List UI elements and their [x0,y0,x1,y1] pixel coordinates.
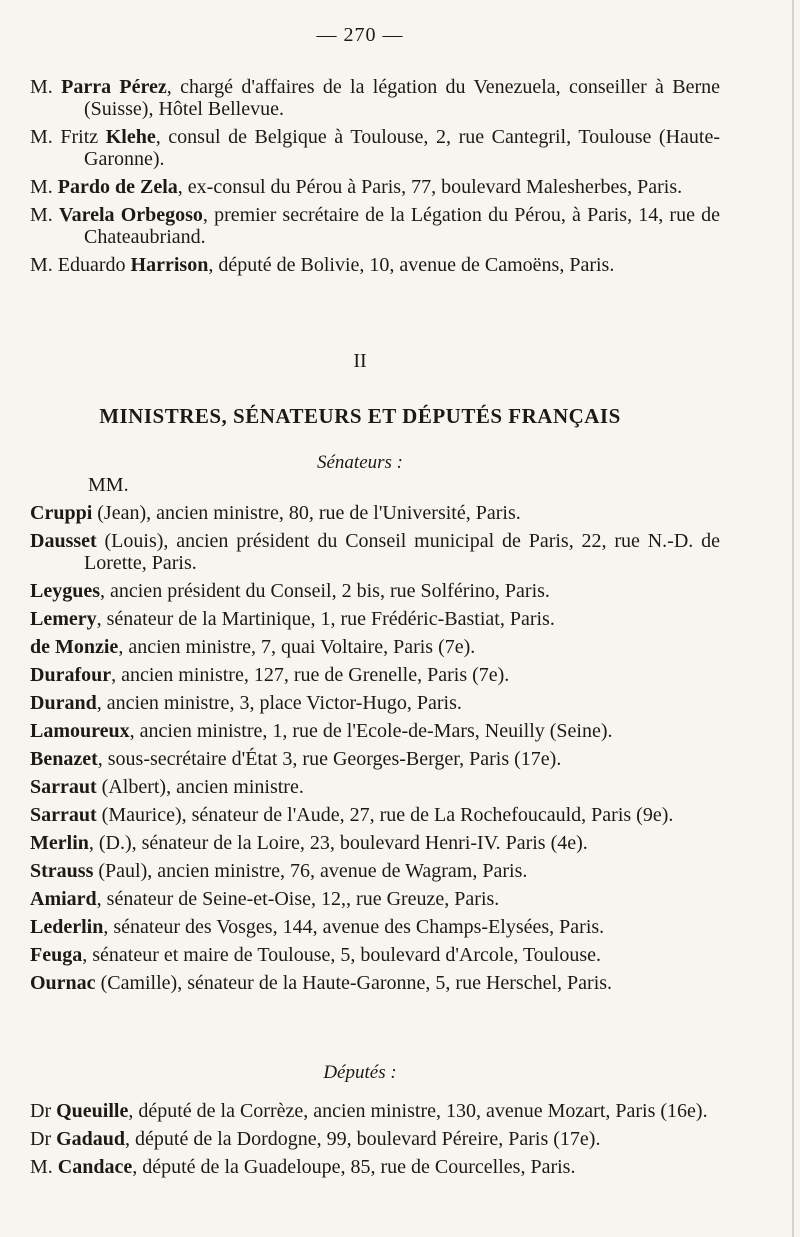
list-item [30,888,720,910]
entry-text: , ancien président du Conseil, 2 bis, rue Solférino, Paris. [100,580,550,602]
list-item [30,1156,720,1178]
list-item [30,204,720,248]
entry-name: Parra Pérez [61,76,167,98]
list-item [30,720,720,742]
list-item [30,1100,720,1122]
entry-text: , ancien ministre, 3, place Victor-Hugo, Paris. [96,692,462,714]
entry-text: , sénateur de la Martinique, 1, rue Frédéric-Bastiat, Paris. [96,608,555,630]
entry-name: Ournac [30,972,96,994]
entry-text: , consul de Belgique à Toulouse, 2, rue Cantegril, Toulouse (Haute-Garonne). [84,126,720,170]
list-item [30,804,720,826]
entry-name: Leygues [30,580,100,602]
entry-name: Sarraut [30,804,97,826]
list-item [30,1128,720,1150]
list-item [30,692,720,714]
list-item [30,608,720,630]
entry-text: , sénateur des Vosges, 144, avenue des Champs-Elysées, Paris. [103,916,605,938]
list-item [30,664,720,686]
entry-text: , ex-consul du Pérou à Paris, 77, boulevard Malesherbes, Paris. [177,176,683,198]
entry-prefix: M. Fritz [30,126,99,148]
entry-name: Candace [57,1156,133,1178]
entry-text: (Paul), ancien ministre, 76, avenue de Wagram, Paris. [93,860,528,882]
entry-prefix: M. Eduardo [30,254,126,276]
section-title: MINISTRES, SÉNATEURS ET DÉPUTÉS FRANÇAIS [99,404,621,428]
entry-name: Harrison [130,254,209,276]
entry-name: de Monzie [30,636,119,658]
entry-text: (Jean), ancien ministre, 80, rue de l'Université, Paris. [92,502,521,524]
entry-prefix: M. [30,204,53,226]
entry-prefix: Dr [30,1128,52,1150]
entry-name: Pardo de Zela [57,176,178,198]
entry-text: , ancien ministre, 1, rue de l'Ecole-de-Mars, Neuilly (Seine). [129,720,613,742]
entry-name: Queuille [56,1100,129,1122]
entry-text: , député de la Corrèze, ancien ministre, 130, avenue Mozart, Paris (16e). [128,1100,708,1122]
entry-name: Amiard [30,888,97,910]
entry-name: Lemery [30,608,97,630]
diplomats-list [30,76,720,282]
list-item [30,832,720,854]
entry-text: , sénateur et maire de Toulouse, 5, boulevard d'Arcole, Toulouse. [82,944,602,966]
entry-name: Benazet [30,748,98,770]
page-edge-shadow [792,0,794,1237]
entry-prefix: Dr [30,1100,52,1122]
list-item [30,636,720,658]
list-item [30,748,720,770]
list-item [30,254,720,276]
deputes-heading: Députés : [323,1062,397,1083]
list-item [30,530,720,574]
entry-text: , député de Bolivie, 10, avenue de Camoëns, Paris. [208,254,615,276]
senateurs-heading: Sénateurs : [316,452,403,473]
entry-name: Lederlin [30,916,104,938]
entry-text: (Louis), ancien président du Conseil municipal de Paris, 22, rue N.-D. de Lorette, Paris. [84,530,720,574]
entry-prefix: M. [30,76,53,98]
entry-text: , député de la Dordogne, 99, boulevard Péreire, Paris (17e). [125,1128,601,1150]
entry-text: (Camille), sénateur de la Haute-Garonne, 5, rue Herschel, Paris. [95,972,613,994]
entry-text: , (D.), sénateur de la Loire, 23, boulevard Henri-IV. Paris (4e). [88,832,588,854]
entry-name: Sarraut [30,776,97,798]
list-item [30,76,720,120]
mm-label: MM. [88,474,129,496]
entry-prefix: M. [30,176,53,198]
deputes-list [30,1100,720,1184]
entry-prefix: M. [30,1156,53,1178]
entry-text: , député de la Guadeloupe, 85, rue de Courcelles, Paris. [132,1156,576,1178]
entry-text: , premier secrétaire de la Légation du Pérou, à Paris, 14, rue de Chateaubriand. [84,204,720,248]
list-item [30,860,720,882]
list-item [30,580,720,602]
entry-name: Klehe [105,126,156,148]
page-number: — 270 — [316,24,404,46]
entry-text: , ancien ministre, 7, quai Voltaire, Paris (7e). [118,636,476,658]
section-number: II [353,350,367,372]
entry-name: Durafour [30,664,112,686]
entry-text: , sénateur de Seine-et-Oise, 12,, rue Greuze, Paris. [96,888,500,910]
entry-text: , chargé d'affaires de la légation du Venezuela, conseiller à Berne (Suisse), Hôtel Bellevue. [84,76,720,120]
senateurs-list [30,502,720,1000]
entry-name: Strauss [30,860,94,882]
entry-name: Varela Orbegoso [58,204,203,226]
entry-name: Lamoureux [30,720,130,742]
entry-name: Cruppi [30,502,93,524]
entry-text: , ancien ministre, 127, rue de Grenelle, Paris (7e). [111,664,510,686]
list-item [30,502,720,524]
entry-name: Gadaud [56,1128,126,1150]
list-item [30,944,720,966]
list-item [30,972,720,994]
entry-text: (Maurice), sénateur de l'Aude, 27, rue de La Rochefoucauld, Paris (9e). [96,804,674,826]
entry-text: , sous-secrétaire d'État 3, rue Georges-Berger, Paris (17e). [97,748,562,770]
list-item [30,176,720,198]
entry-name: Dausset [30,530,97,552]
list-item [30,916,720,938]
entry-text: (Albert), ancien ministre. [96,776,304,798]
entry-name: Merlin [30,832,89,854]
entry-name: Feuga [30,944,83,966]
entry-name: Durand [30,692,97,714]
list-item [30,776,720,798]
list-item [30,126,720,170]
